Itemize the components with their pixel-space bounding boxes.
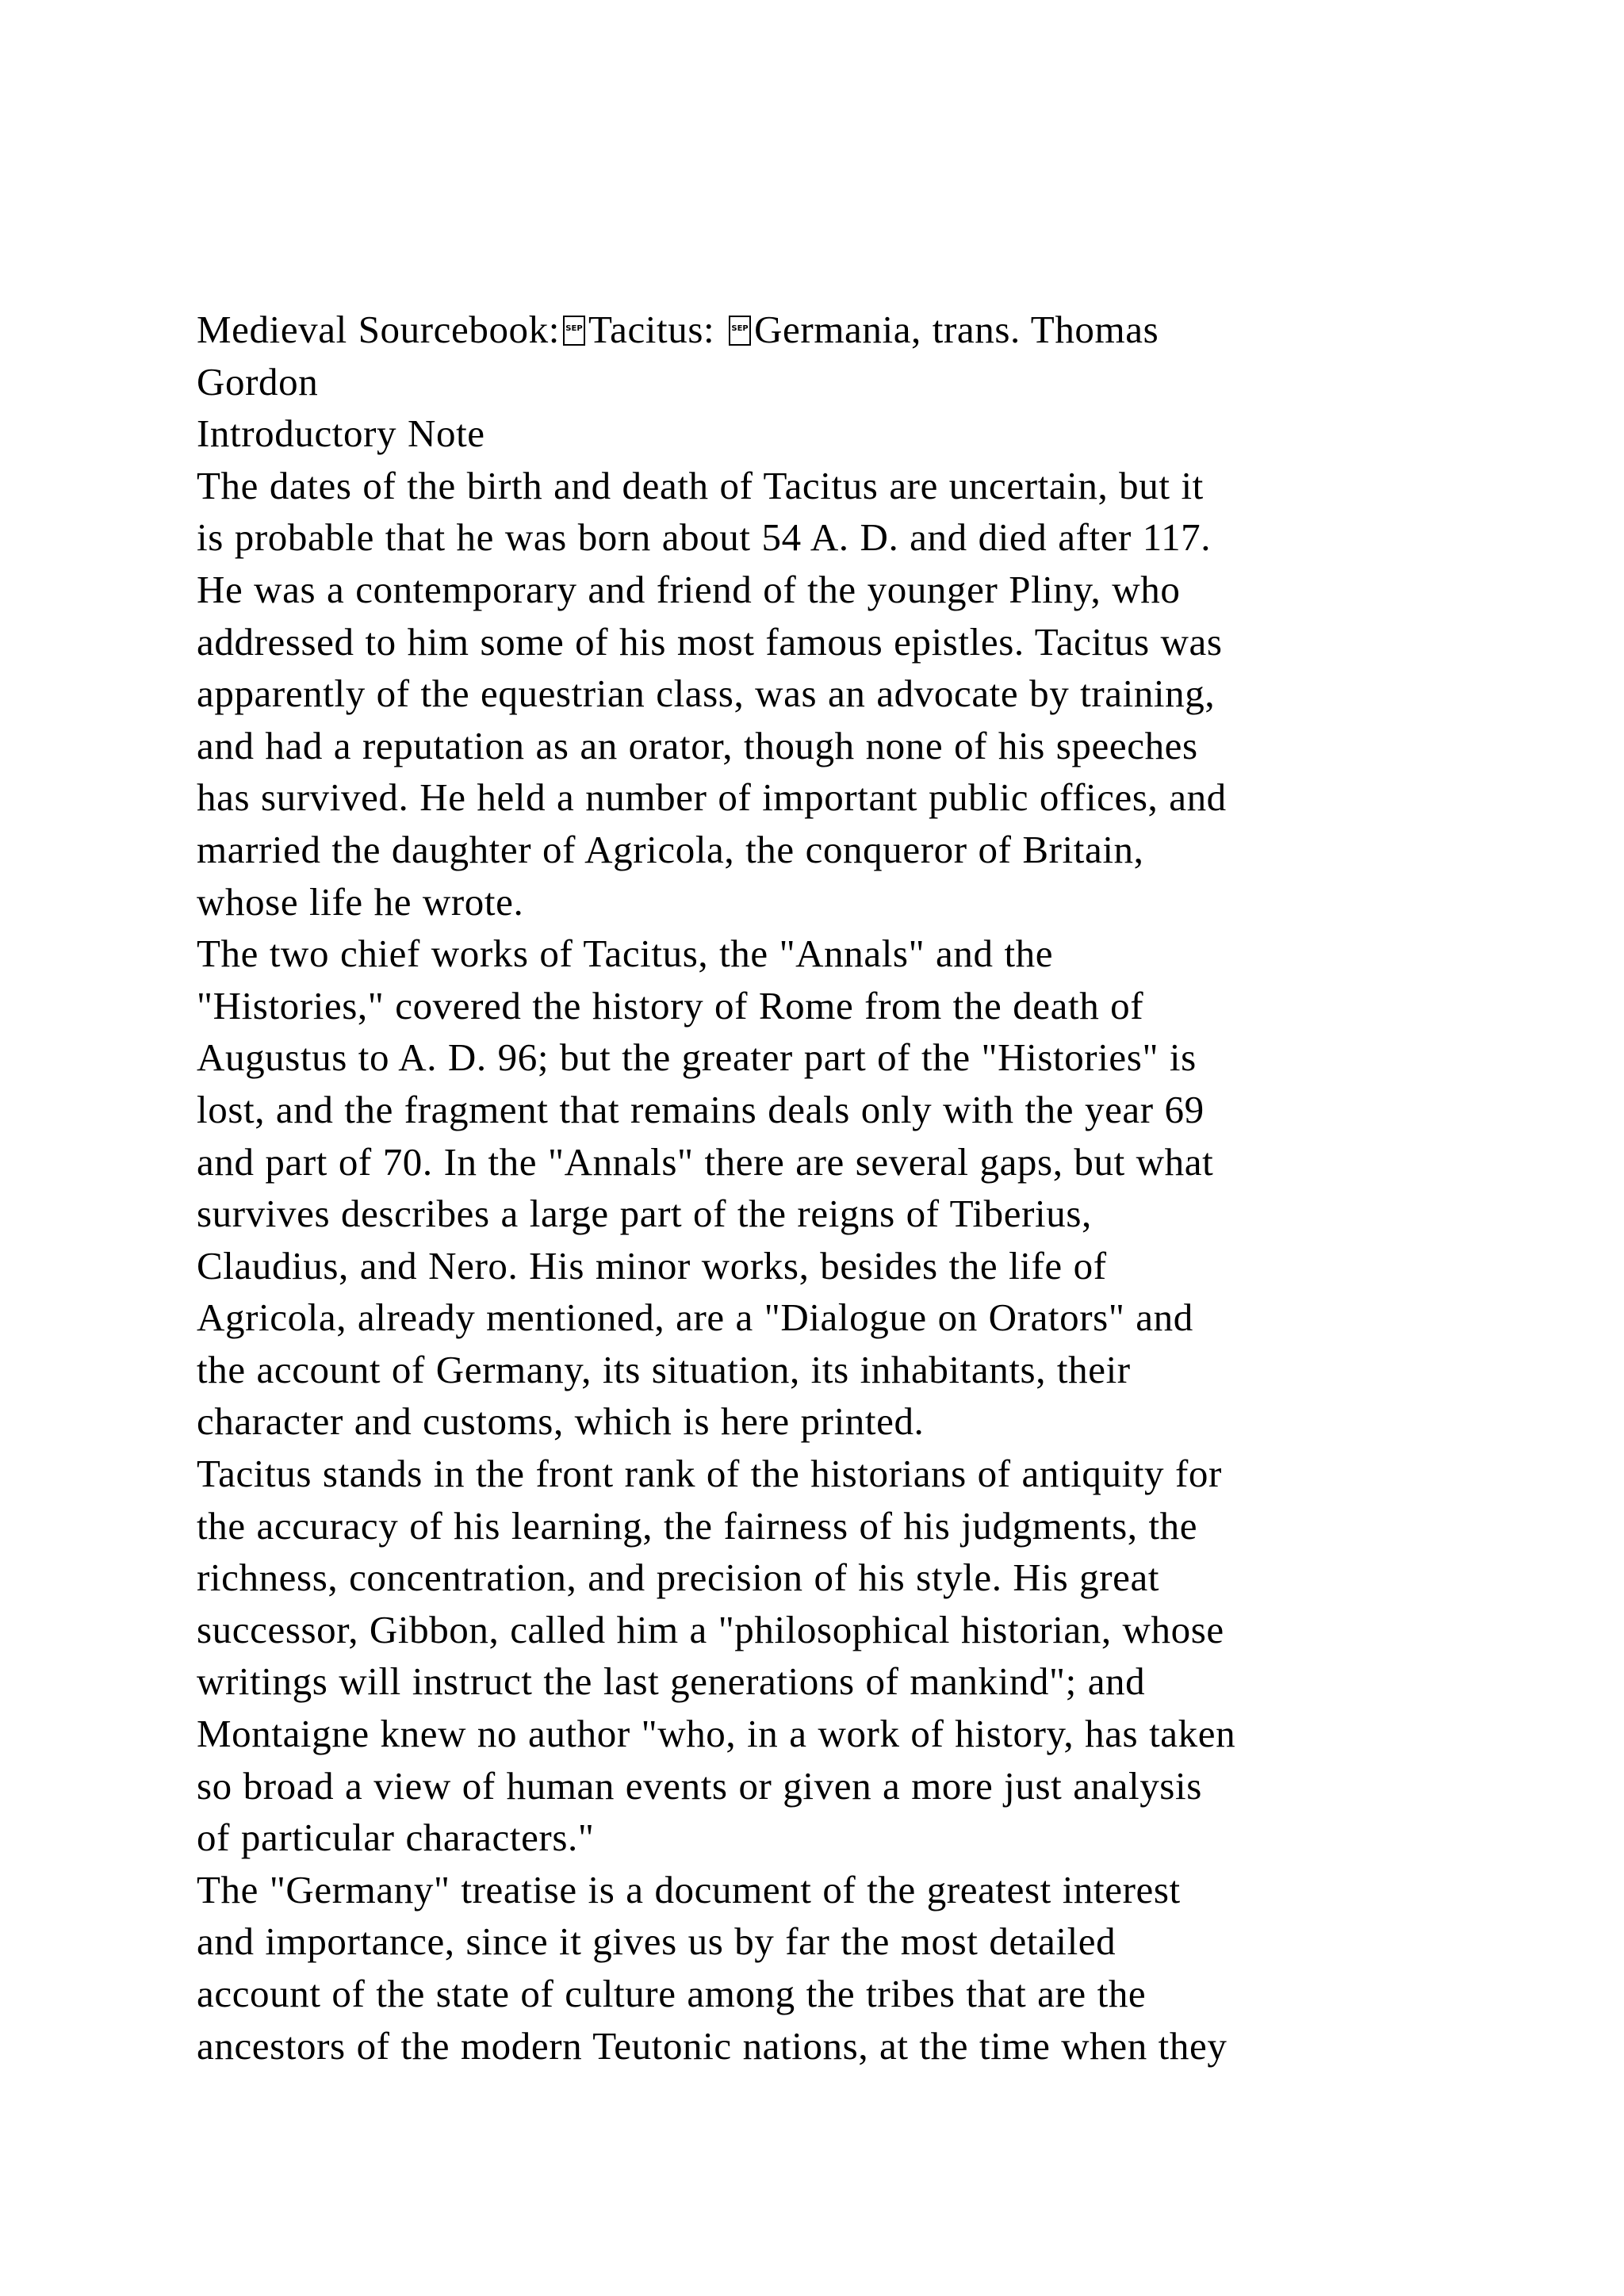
text-line: successor, Gibbon, called him a "philosophical historian, whose [197,1607,1224,1651]
separator-glyph-icon: SEP [563,316,585,346]
text-line: addressed to him some of his most famous epistles. Tacitus was [197,619,1223,664]
text-line: Tacitus stands in the front rank of the historians of antiquity for [197,1452,1222,1496]
text-line: Augustus to A. D. 96; but the greater part of the "Histories" is [197,1035,1197,1080]
text-line: ancestors of the modern Teutonic nations, at the time when they [197,2023,1228,2068]
text-line: so broad a view of human events or given a more just analysis [197,1763,1202,1808]
text-line: and importance, since it gives us by far the most detailed [197,1919,1116,1964]
text-line: writings will instruct the last generations of mankind"; and [197,1659,1146,1704]
text-line: and part of 70. In the "Annals" there are several gaps, but what [197,1139,1214,1184]
text-line: account of the state of culture among the tribes that are the [197,1972,1147,2015]
title-part-1: Medieval Sourcebook: [197,308,560,351]
text-line: "Histories," covered the history of Rome from the death of [197,983,1144,1027]
text-line: is probable that he was born about 54 A. D. and died after 117. [197,515,1212,560]
document-title-line [197,304,1434,356]
text-line: lost, and the fragment that remains deals only with the year 69 [197,1087,1205,1131]
text-line: has survived. He held a number of important public offices, and [197,775,1227,820]
text-line: The two chief works of Tacitus, the "Annals" and the [197,932,1054,976]
text-line: the account of Germany, its situation, its inhabitants, their [197,1347,1131,1391]
separator-glyph-icon: SEP [729,316,751,346]
text-line: Agricola, already mentioned, are a "Dialogue on Orators" and [197,1295,1193,1340]
text-line: the accuracy of his learning, the fairness of his judgments, the [197,1503,1198,1548]
text-line: married the daughter of Agricola, the conqueror of Britain, [197,827,1144,871]
text-line: The "Germany" treatise is a document of the greatest interest [197,1867,1181,1911]
text-line: whose life he wrote. [197,879,524,924]
document-body [197,304,1434,2072]
text-line: He was a contemporary and friend of the younger Pliny, who [197,567,1181,611]
text-line: survives describes a large part of the reigns of Tiberius, [197,1192,1092,1236]
text-line: apparently of the equestrian class, was an advocate by training, [197,672,1216,716]
title-part-2: Tacitus: [588,308,726,351]
title-part-3: Germania, trans. Thomas [754,308,1159,351]
section-heading: Introductory Note [197,411,485,456]
text-line: richness, concentration, and precision of his style. His great [197,1556,1160,1600]
text-line: Montaigne knew no author "who, in a work of history, has taken [197,1712,1236,1756]
text-line: character and customs, which is here printed. [197,1399,925,1444]
text-line: Claudius, and Nero. His minor works, besides the life of [197,1243,1107,1288]
text-line: The dates of the birth and death of Tacitus are uncertain, but it [197,463,1204,507]
text-line: of particular characters." [197,1816,595,1860]
text-line: and had a reputation as an orator, though none of his speeches [197,723,1198,767]
text-line: Gordon [197,359,319,404]
